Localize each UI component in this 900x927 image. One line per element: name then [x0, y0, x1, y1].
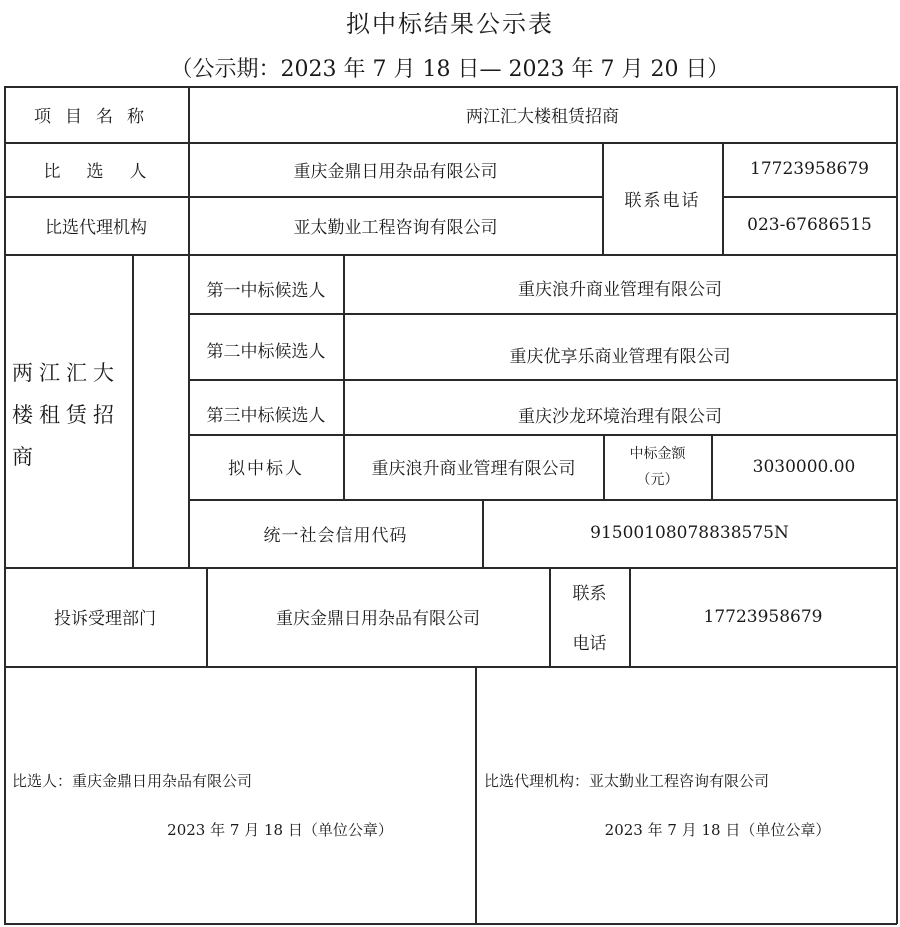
complaint-phone: 17723958679 — [703, 606, 823, 627]
candidate-1-label: 第一中标候选人 — [206, 281, 326, 301]
selector-label: 比选人 — [43, 161, 173, 182]
selector-signature-date: 2023 年 7 月 18 日（单位公章） — [167, 820, 393, 839]
amount-label — [604, 434, 711, 499]
amount-label-line2: （元） — [636, 471, 679, 488]
table-border — [896, 86, 898, 924]
agency-signature-date: 2023 年 7 月 18 日（单位公章） — [604, 820, 831, 839]
winning-amount: 3030000.00 — [752, 456, 856, 477]
agency-label: 比选代理机构 — [45, 217, 147, 238]
candidate-2-value: 重庆优享乐商业管理有限公司 — [509, 346, 731, 367]
complaint-dept-value: 重庆金鼎日用杂品有限公司 — [276, 609, 480, 629]
agency-value: 亚太勤业工程咨询有限公司 — [293, 217, 498, 238]
project-name-label: 项目名称 — [34, 106, 158, 127]
table-border — [4, 923, 897, 925]
project-name-value: 两江汇大楼租赁招商 — [466, 106, 619, 127]
row-divider — [4, 666, 897, 668]
winner-value: 重庆浪升商业管理有限公司 — [371, 459, 576, 479]
complaint-contact-line2: 电话 — [572, 633, 607, 654]
winner-label: 拟中标人 — [228, 459, 304, 479]
complaint-dept-label: 投诉受理部门 — [54, 609, 156, 629]
complaint-contact-line1: 联系 — [572, 584, 607, 605]
col-divider — [475, 666, 477, 924]
candidate-3-value: 重庆沙龙环境治理有限公司 — [518, 407, 722, 427]
candidate-2-label: 第二中标候选人 — [206, 342, 326, 362]
candidate-1-value: 重庆浪升商业管理有限公司 — [518, 280, 722, 300]
selector-phone: 17723958679 — [750, 159, 869, 179]
selector-signature: 比选人：重庆金鼎日用杂品有限公司 — [12, 771, 253, 790]
selector-value: 重庆金鼎日用杂品有限公司 — [293, 161, 498, 182]
complaint-contact-label — [550, 567, 629, 666]
candidate-3-label: 第三中标候选人 — [206, 406, 326, 426]
col-divider — [132, 254, 134, 567]
amount-label-line1: 中标金额 — [629, 445, 686, 462]
contact-phone-label: 联系电话 — [624, 190, 701, 211]
agency-signature: 比选代理机构：亚太勤业工程咨询有限公司 — [484, 771, 770, 790]
publicity-period: （公示期：2023 年 7 月 18 日— 2023 年 7 月 20 日） — [170, 57, 730, 82]
section-label: 两江汇大楼租赁招商 — [12, 361, 120, 469]
agency-phone: 023-67686515 — [747, 215, 872, 235]
page-title: 拟中标结果公示表 — [346, 10, 554, 38]
credit-code-label: 统一社会信用代码 — [263, 525, 408, 546]
credit-code-value: 91500108078838575N — [590, 523, 789, 543]
